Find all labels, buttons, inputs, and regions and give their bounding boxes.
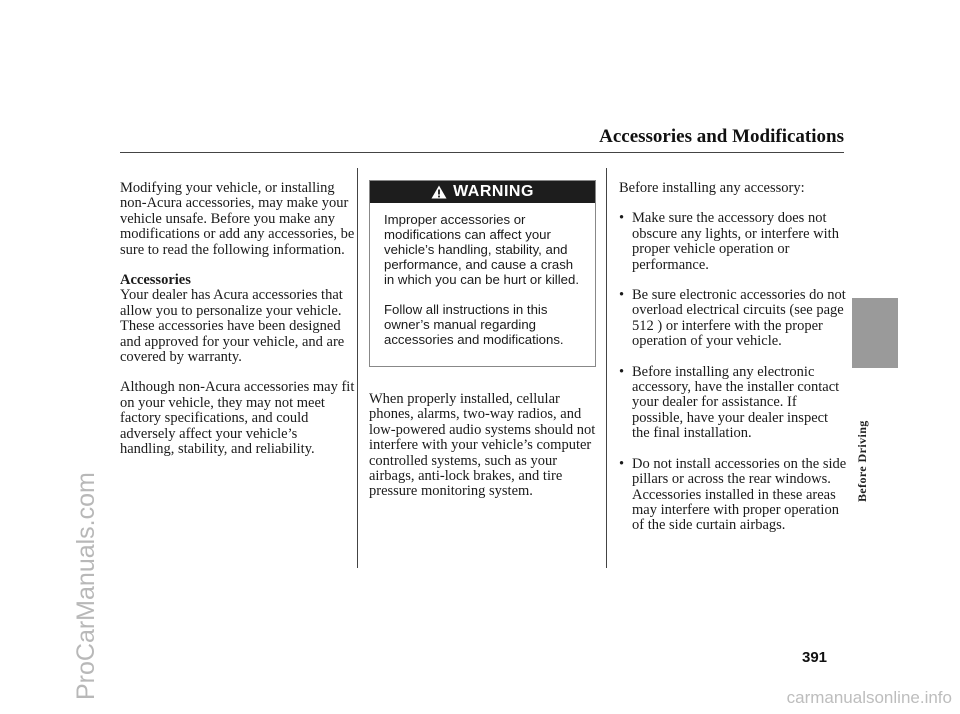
- list-item: • Be sure electronic accessories do not overload electrical circuits (see page 512 ) or interfere with the proper operation of your vehicle.: [619, 288, 847, 350]
- non-acura-paragraph: Although non-Acura accessories may fit on your vehicle, they may not meet factory specifications, and could adversely affect your vehicle’s handling, stability, and reliability.: [120, 379, 355, 458]
- header-divider: [120, 152, 844, 153]
- warning-banner: [370, 181, 595, 203]
- accessories-paragraph: Your dealer has Acura accessories that allow you to personalize your vehicle. These accessories have been designed and approved for your vehicle, and are covered by warranty.: [120, 287, 345, 366]
- column-right: [619, 181, 847, 534]
- column-middle: [369, 392, 601, 500]
- watermark-bottom: carmanualsonline.info: [786, 688, 952, 707]
- page-number: 391: [802, 649, 828, 666]
- list-item: • Before installing any electronic accessory, have the installer contact your dealer for assistance. If possible, have your dealer inspect the final installation.: [619, 365, 847, 442]
- before-installing-heading: Before installing any accessory:: [619, 180, 805, 196]
- warning-text-2: Follow all instructions in this owner’s manual regarding accessories and modifications.: [384, 302, 564, 347]
- installation-paragraph: When properly installed, cellular phones, alarms, two-way radios, and low-powered audio systems should not interfere with your vehicle’s computer controlled systems, such as your airbags, anti-lock brakes, and tire pressure monitoring system.: [369, 391, 596, 500]
- section-tab: [852, 298, 898, 368]
- accessory-checklist: [619, 211, 847, 533]
- warning-box: [369, 180, 596, 367]
- warning-label: WARNING: [453, 183, 534, 200]
- list-item: • Make sure the accessory does not obscure any lights, or interfere with proper vehicle operation or performance.: [619, 211, 847, 273]
- column-divider-left: [357, 168, 358, 568]
- warning-triangle-icon: [431, 185, 447, 199]
- accessories-heading: Accessories: [120, 272, 191, 289]
- list-item: • Do not install accessories on the side pillars or across the rear windows. Accessories installed in these areas may interfere with proper operation of the side curtain airbags.: [619, 457, 847, 534]
- page-title: Accessories and Modifications: [599, 126, 844, 147]
- column-left: [120, 181, 355, 458]
- warning-body: [370, 203, 595, 347]
- warning-text-1: Improper accessories or modifications can affect your vehicle’s handling, stability, and performance, and cause a crash in which you can be hurt or killed.: [384, 212, 579, 287]
- section-label: Before Driving: [855, 420, 869, 502]
- column-divider-right: [606, 168, 607, 568]
- watermark-left: ProCarManuals.com: [72, 472, 100, 700]
- intro-paragraph: Modifying your vehicle, or installing non-Acura accessories, may make your vehicle unsafe. Before you make any modifications or add any accessories, be sure to read the following information.: [120, 180, 355, 258]
